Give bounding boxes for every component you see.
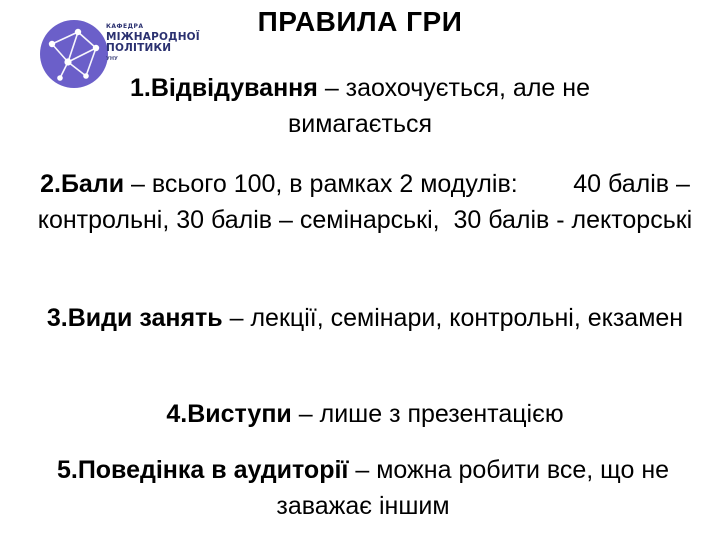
rule-number: 1.: [130, 74, 151, 102]
rule-text: – всього 100, в рамках 2 модулів: 40 балів – контрольні, 30 балів – семінарські, 30 балів - лекторські: [37, 170, 697, 234]
rule-text: – можна робити все, що не заважає іншим: [276, 456, 670, 520]
rule-term: Виступи: [187, 400, 292, 428]
rule-number: 2.: [40, 170, 61, 198]
rule-term: Відвідування: [150, 74, 318, 102]
rule-item-behavior: [20, 452, 706, 524]
rule-item-presentations: [28, 396, 702, 432]
rule-number: 5.: [56, 456, 78, 484]
rule-term: Бали: [60, 170, 125, 198]
rule-text: – лише з презентацією: [291, 400, 564, 428]
rule-number: 3.: [46, 304, 68, 332]
rule-number: 4.: [166, 400, 188, 428]
logo-label-small: КАФЕДРА: [106, 23, 144, 30]
slide-title: ПРАВИЛА ГРИ: [257, 6, 463, 37]
rule-term: Поведінка в аудиторії: [77, 456, 349, 484]
logo-label-line-2: ПОЛІТИКИ: [106, 42, 172, 55]
rule-term: Види занять: [67, 304, 223, 332]
logo-label-line-1: МІЖНАРОДНОЇ: [106, 31, 200, 44]
rule-item-class-types: [28, 300, 702, 336]
rule-item-points: [28, 166, 702, 238]
rule-text: – лекції, семінари, контрольні, екзамен: [222, 304, 684, 332]
logo-label-tiny: УНУ: [106, 56, 118, 63]
rule-text: – заохочується, але не вимагається: [287, 74, 590, 138]
rule-item-attendance: [90, 70, 630, 142]
